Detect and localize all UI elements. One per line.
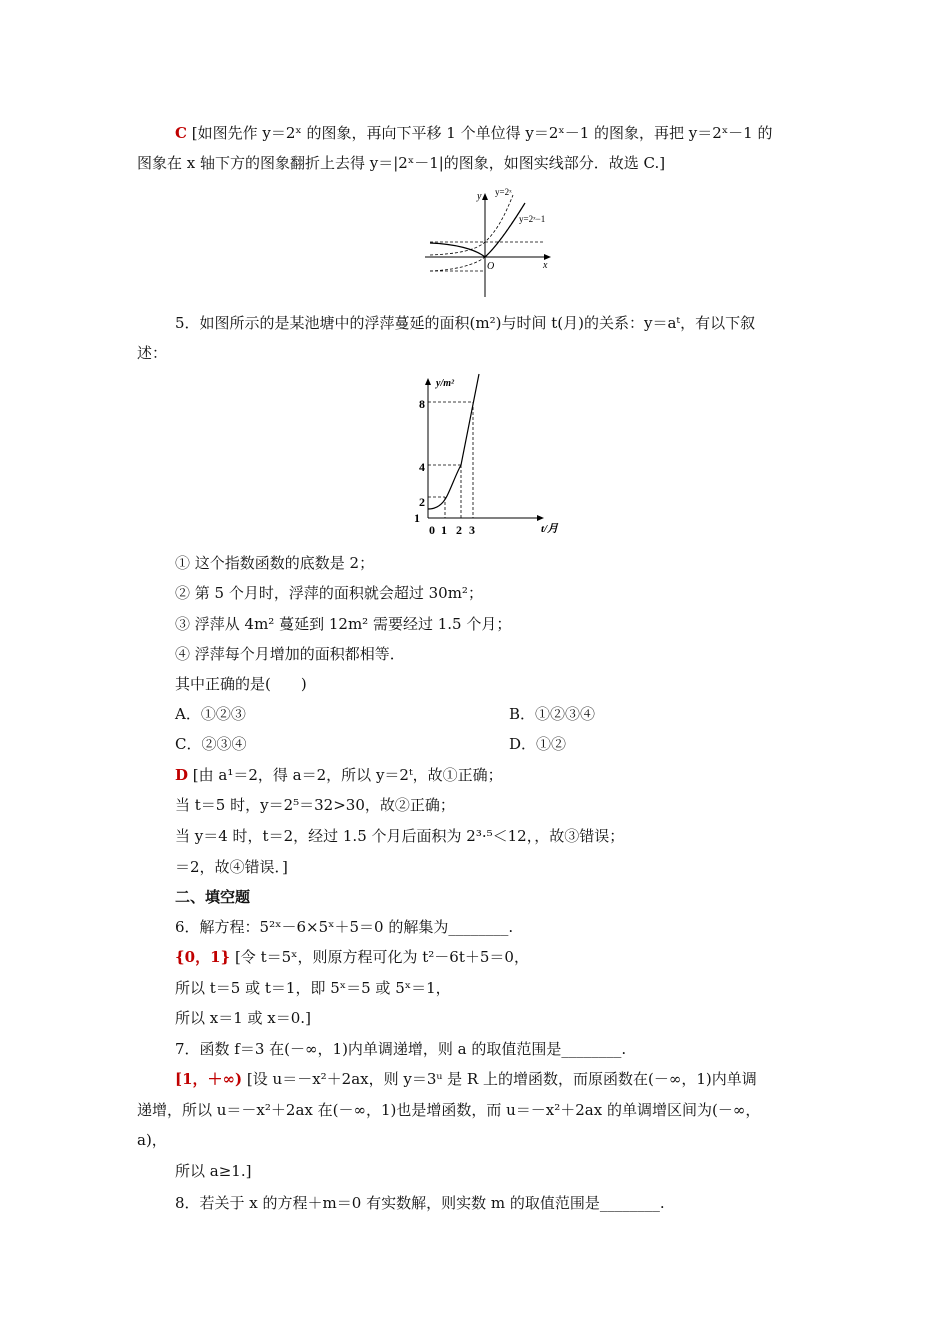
answer-letter: C — [175, 124, 187, 142]
figure-duckweed-graph — [405, 368, 570, 540]
q5-answer-line4: ＝2，故④错误．] — [175, 858, 288, 876]
q5-line1: 5．如图所示的是某池塘中的浮萍蔓延的面积(m²)与时间 t(月)的关系：y＝aᵗ，有以下叙 — [175, 314, 756, 332]
q7-answer-line4: 所以 a≥1.] — [175, 1162, 252, 1180]
statement-1: ① 这个指数函数的底数是 2； — [175, 554, 375, 572]
q8-question: 8．若关于 x 的方程＋m＝0 有实数解，则实数 m 的取值范围是________. — [175, 1194, 665, 1212]
y-axis-label: y/m² — [436, 378, 454, 389]
y-tick-2: 2 — [419, 495, 425, 509]
y-axis-label: y — [477, 191, 482, 202]
option-c: C．②③④ — [175, 735, 247, 753]
q7-answer-line1: [1，＋∞) [设 u＝－x²＋2ax，则 y＝3ᵘ 是 R 上的增函数，而原函数在(－∞，1)内单调 — [175, 1070, 757, 1088]
answer-range: [1，＋∞) — [175, 1070, 243, 1088]
statement-3: ③ 浮萍从 4m² 蔓延到 12m² 需要经过 1.5 个月； — [175, 615, 512, 633]
q5-answer-line1: D [由 a¹＝2，得 a＝2，所以 y＝2ᵗ，故①正确； — [175, 766, 503, 784]
q6-answer-line1: {0，1} [令 t＝5ˣ，则原方程可化为 t²－6t＋5＝0， — [175, 948, 529, 966]
option-b: B．①②③④ — [509, 705, 596, 723]
curve-label-2x: y=2ˣ — [495, 187, 512, 197]
q7-answer-line2: 递增，所以 u＝－x²＋2ax 在(－∞，1)也是增函数，而 u＝－x²＋2ax 的单调增区间为(－∞， — [137, 1101, 761, 1119]
section-title: 二、填空题 — [175, 888, 251, 906]
x-tick-2: 2 — [456, 523, 462, 537]
curve-label-2x-minus-1: y=2ˣ−1 — [519, 214, 546, 224]
x-tick-3: 3 — [469, 523, 475, 537]
y-tick-8: 8 — [419, 397, 425, 411]
q7-question: 7．函数 f＝3 在(－∞，1)内单调递增，则 a 的取值范围是________. — [175, 1040, 627, 1058]
x-tick-0: 0 — [429, 523, 435, 537]
q5-line2: 述： — [137, 344, 168, 362]
figure-exponential-graph — [425, 185, 555, 300]
question-prompt: 其中正确的是( ) — [175, 675, 307, 693]
q5-answer-line3: 当 y＝4 时，t＝2，经过 1.5 个月后面积为 2³·⁵＜12，，故③错误； — [175, 827, 625, 845]
answer-set: {0，1} — [175, 948, 231, 966]
x-axis-label: x — [543, 260, 548, 271]
option-d: D．①② — [509, 735, 567, 753]
q6-answer-line3: 所以 x＝1 或 x＝0.] — [175, 1009, 311, 1027]
statement-2: ② 第 5 个月时，浮萍的面积就会超过 30m²； — [175, 584, 483, 602]
y-tick-4: 4 — [419, 460, 425, 474]
statement-4: ④ 浮萍每个月增加的面积都相等． — [175, 645, 405, 663]
q6-answer-line2: 所以 t＝5 或 t＝1，即 5ˣ＝5 或 5ˣ＝1， — [175, 979, 451, 997]
x-tick-1: 1 — [441, 523, 447, 537]
q6-question: 6．解方程：5²ˣ－6×5ˣ＋5＝0 的解集为________. — [175, 918, 514, 936]
q4-answer-line1: C [如图先作 y＝2ˣ 的图象，再向下平移 1 个单位得 y＝2ˣ－1 的图象，再把 y＝2ˣ－1 的 — [175, 124, 773, 142]
option-a: A．①②③ — [175, 705, 246, 723]
x-axis-label: t/月 — [541, 523, 559, 535]
q7-answer-line3: a)， — [137, 1131, 167, 1149]
q5-answer-line2: 当 t＝5 时，y＝2⁵＝32>30，故②正确； — [175, 796, 455, 814]
y-tick-1: 1 — [414, 511, 420, 525]
origin-label: O — [487, 261, 495, 272]
answer-letter: D — [175, 766, 189, 784]
q4-answer-line2: 图象在 x 轴下方的图象翻折上去得 y＝|2ˣ－1|的图象，如图实线部分．故选 C.] — [137, 154, 666, 172]
